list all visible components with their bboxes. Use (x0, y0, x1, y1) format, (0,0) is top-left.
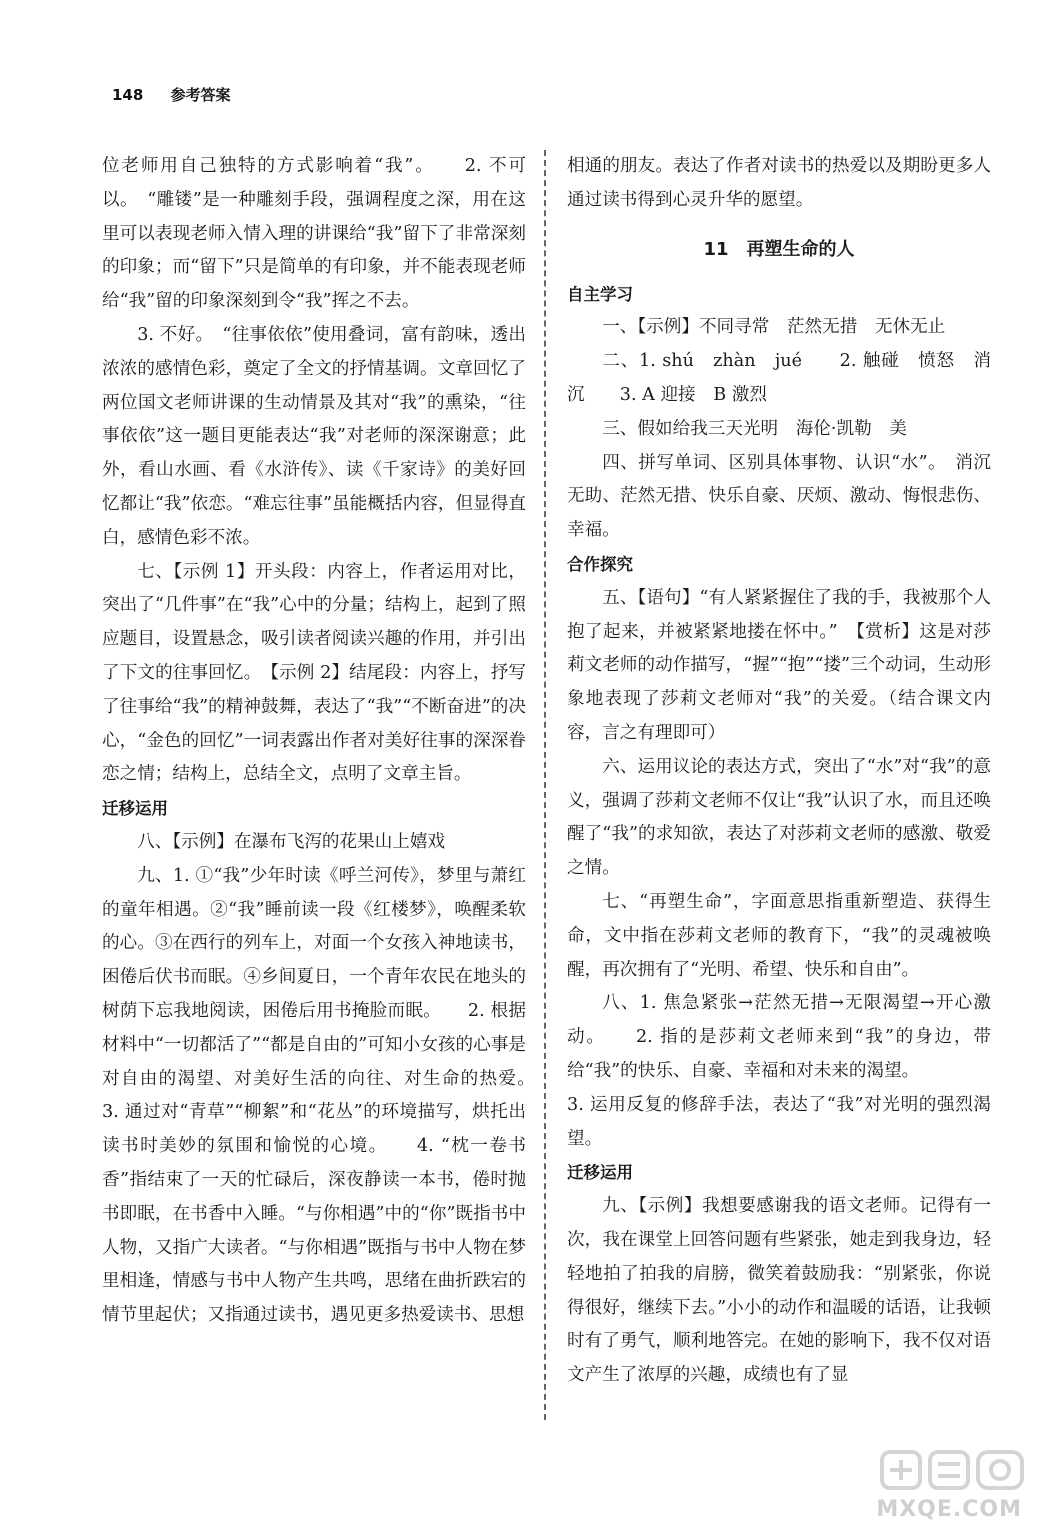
section-title: 参考答案 (170, 86, 231, 104)
answer-paragraph: 九、【示例】我想要感谢我的语文老师。记得有一次，我在课堂上回答问题有些紧张，她走到我身边，轻轻地拍了拍我的肩膀，微笑着鼓励我：“别紧张，你说得很好，继续下去。”小小的动作和温暖的话语，让我顿时有了勇气，顺利地答完。在她的影响下，我不仅对语文产生了浓厚的兴趣，成绩也有了显 (567, 1196, 991, 1386)
section-heading: 合作探究 (567, 554, 633, 574)
answer-paragraph: 七、“再塑生命”，字面意思指重新塑造、获得生命，文中指在莎莉文老师的教育下，“我”的灵魂被唤醒，再次拥有了“光明、希望、快乐和自由”。 (567, 891, 991, 980)
watermark (868, 1446, 1036, 1526)
answer-paragraph: 3. 不好。 “往事依依”使用叠词，富有韵味，透出浓浓的感情色彩，奠定了全文的抒情基调。文章回忆了两位国文老师讲课的生动情景及其对“我”的熏染，“往事依依”这一题目更能表达“我”对老师的深深谢意；此外，看山水画、看《水浒传》、读《千家诗》的美好回忆都让“我”依恋。“难忘往事”虽能概括内容，但显得直白，感情色彩不浓。 (102, 324, 526, 548)
answer-paragraph: 五、【语句】“有人紧紧握住了我的手，我被那个人抱了起来，并被紧紧地搂在怀中。” 【赏析】这是对莎莉文老师的动作描写，“握”“抱”“搂”三个动词，生动形象地表现了莎莉文老师对“我”的关爱。（结合课文内容，言之有理即可） (567, 587, 991, 743)
answer-paragraph: 3. 运用反复的修辞手法，表达了“我”对光明的强烈渴望。 (567, 1094, 991, 1149)
answer-paragraph: 一、【示例】不同寻常 茫然无措 无休无止 (602, 317, 946, 338)
answer-paragraph: 八、1. 焦急紧张→茫然无措→无限渴望→开心激动。 2. 指的是莎莉文老师来到“我”的身边，带给“我”的快乐、自豪、幸福和对未来的渴望。 (567, 993, 991, 1081)
answer-paragraph: 四、拼写单词、区别具体事物、认识“水”。 消沉无助、茫然无措、快乐自豪、厌烦、激动、悔恨悲伤、幸福。 (567, 452, 991, 541)
answer-paragraph: 八、【示例】在瀑布飞泻的花果山上嬉戏 (137, 831, 446, 852)
section-heading: 自主学习 (567, 284, 633, 304)
section-heading: 迁移运用 (102, 799, 168, 819)
lesson-title: 11 再塑生命的人 (703, 238, 855, 260)
left-column (102, 150, 562, 1333)
column-divider (544, 150, 546, 1420)
answer-paragraph: 九、1. ①“我”少年时读《呼兰河传》，梦里与萧红的童年相遇。②“我”睡前读一段《红楼梦》，唤醒柔软的心。③在西行的列车上，对面一个女孩入神地读书，困倦后伏书而眠。④乡间夏日，一个青年农民在地头的树荫下忘我地阅读，困倦后用书掩脸而眠。 2. 根据材料中“一切都活了”“都是自由的”可知小女孩的心事是对自由的渴望、对美好生活的向往、对生命的热爱。 3. 通过对“青草”“柳絮”和“花丛”的环境描写，烘托出读书时美妙的氛围和愉悦的心境。 4. “枕一卷书香”指结束了一天的忙碌后，深夜静读一本书，倦时抛书即眠，在书香中入睡。“与你相遇”中的“你”既指书中人物，又指广大读者。“与你相遇”既指与书中人物在梦里相逢，情感与书中人物产生共鸣，思绪在曲折跌宕的情节里起伏；又指通过读书，遇见更多热爱读书、思想 (102, 865, 562, 1326)
answer-paragraph: 相通的朋友。表达了作者对读书的热爱以及期盼更多人通过读书得到心灵升华的愿望。 (567, 156, 991, 210)
right-column (567, 150, 991, 1393)
answer-paragraph: 二、1. shú zhàn jué 2. 触碰 愤怒 消沉 3. A 迎接 B 激烈 (567, 351, 991, 405)
answer-paragraph: 六、运用议论的表达方式，突出了“水”对“我”的意义，强调了莎莉文老师不仅让“我”认识了水，而且还唤醒了“我”的求知欲，表达了对莎莉文老师的感激、敬爱之情。 (567, 756, 991, 879)
section-heading: 迁移运用 (567, 1163, 633, 1183)
answer-paragraph: 三、假如给我三天光明 海伦·凯勒 美 (602, 418, 907, 439)
page-header (112, 84, 231, 105)
answer-paragraph: 位老师用自己独特的方式影响着“我”。 2. 不可以。 “雕镂”是一种雕刻手段，强调程度之深，用在这里可以表现老师入情入理的讲课给“我”留下了非常深刻的印象；而“留下”只是简单的有印象，并不能表现老师给“我”留的印象深刻到令“我”挥之不去。 (102, 156, 526, 312)
page-number: 148 (112, 86, 144, 104)
watermark-logo-icon (878, 1446, 1028, 1494)
answer-paragraph: 七、【示例 1】开头段：内容上，作者运用对比，突出了“几件事”在“我”心中的分量；结构上，起到了照应题目，设置悬念，吸引读者阅读兴趣的作用，并引出了下文的往事回忆。 【示例 2】结尾段：内容上，抒写了往事给“我”的精神鼓舞，表达了“我”“不断奋进”的决心，“金色的回忆”一词表露出作者对美好往事的深深眷恋之情；结构上，总结全文，点明了文章主旨。 (102, 561, 526, 785)
watermark-text: MXQE.COM (876, 1497, 1022, 1522)
